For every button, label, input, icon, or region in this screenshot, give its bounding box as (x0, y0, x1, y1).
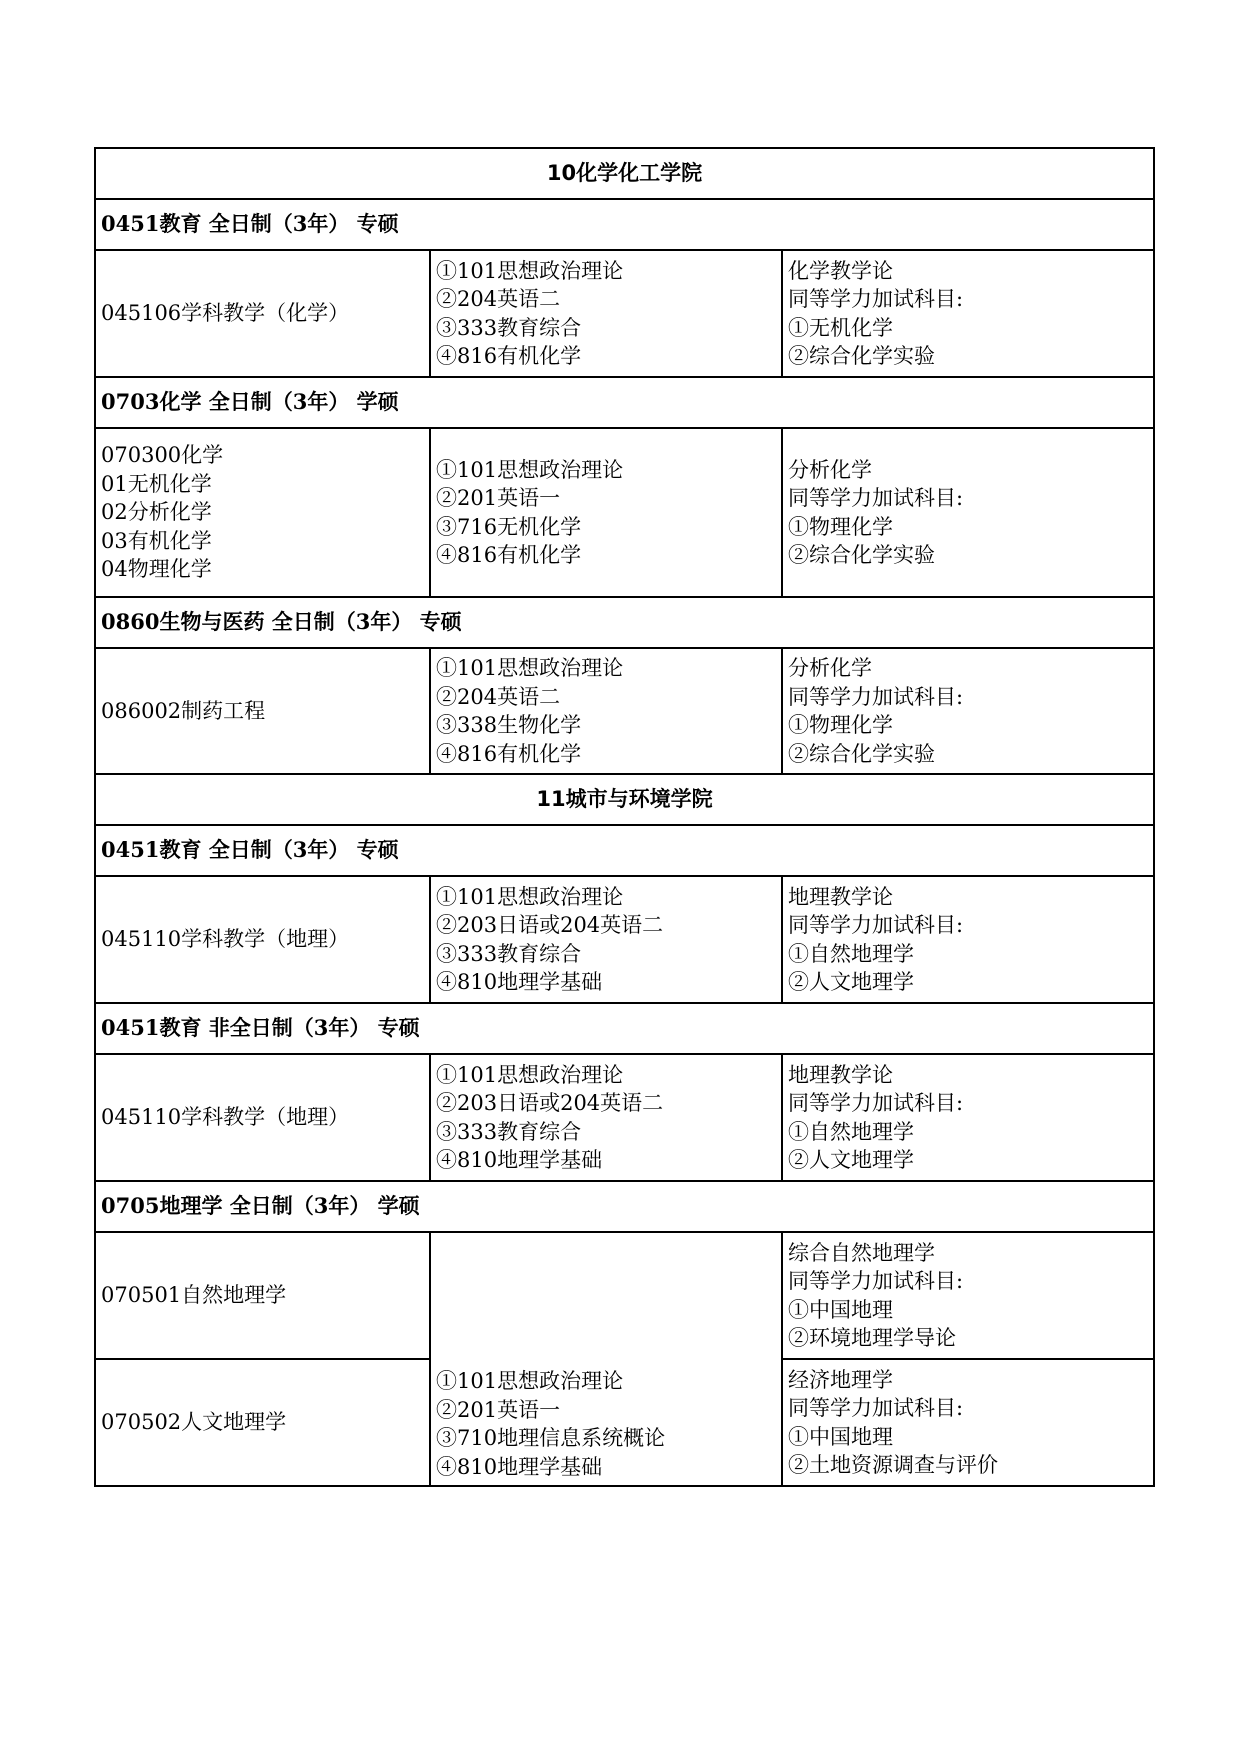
retest-line: 同等学力加试科目: (788, 1091, 964, 1115)
college-header-row (95, 774, 1154, 825)
exam-subjects-cell (430, 250, 782, 377)
retest-subjects-cell (782, 1054, 1154, 1181)
program-header-row (95, 825, 1154, 876)
retest-subjects-cell (782, 648, 1154, 774)
major-line: 070502人文地理学 (101, 1410, 287, 1435)
exam-subjects-cell (430, 1232, 782, 1359)
retest-line: 地理教学论 (788, 884, 893, 909)
program-header-row (95, 1003, 1154, 1054)
exam-line: ②203日语或204英语二 (436, 1091, 664, 1115)
program-heading: 0860生物与医药 全日制（3年） 专硕 (95, 597, 1154, 648)
major-line: 070501自然地理学 (101, 1283, 287, 1308)
retest-line: 同等学力加试科目: (788, 1269, 964, 1293)
program-heading: 0705地理学 全日制（3年） 学硕 (95, 1181, 1154, 1232)
retest-line: ①中国地理 (788, 1297, 893, 1322)
program-heading: 0703化学 全日制（3年） 学硕 (95, 377, 1154, 428)
table-row (95, 250, 1154, 377)
retest-line: ①物理化学 (788, 514, 893, 539)
exam-line: ④816有机化学 (436, 344, 582, 368)
retest-line: 综合自然地理学 (788, 1240, 935, 1265)
program-heading: 0451教育 非全日制（3年） 专硕 (95, 1003, 1154, 1054)
exam-line: ④810地理学基础 (436, 1454, 603, 1479)
table-row (95, 648, 1154, 774)
major-line: 070300化学 (101, 443, 224, 468)
exam-line: ④816有机化学 (436, 741, 582, 766)
exam-line: ③710地理信息系统概论 (436, 1426, 666, 1450)
retest-subjects-cell (782, 1232, 1154, 1359)
program-header-row (95, 1181, 1154, 1232)
program-header-row (95, 199, 1154, 250)
college-header-row (95, 148, 1154, 199)
major-cell (95, 1232, 430, 1359)
exam-line: ①101思想政治理论 (436, 258, 624, 283)
major-cell (95, 1054, 430, 1181)
retest-line: ①中国地理 (788, 1424, 893, 1449)
exam-line: ④810地理学基础 (436, 970, 603, 994)
retest-line: 同等学力加试科目: (788, 287, 964, 311)
major-line: 045110学科教学（地理） (101, 1105, 350, 1130)
exam-subjects-cell (430, 1054, 782, 1181)
retest-line: 同等学力加试科目: (788, 913, 964, 937)
program-header-row (95, 377, 1154, 428)
exam-line: ②204英语二 (436, 684, 561, 709)
table-row (95, 428, 1154, 597)
exam-subjects-cell (430, 876, 782, 1003)
retest-subjects-cell (782, 250, 1154, 377)
major-line: 01无机化学 (101, 471, 212, 496)
exam-line: ④816有机化学 (436, 543, 582, 567)
exam-line: ③333教育综合 (436, 315, 582, 340)
shared-exam-subjects-cell (430, 1359, 782, 1486)
exam-line: ③338生物化学 (436, 713, 582, 737)
exam-line: ③333教育综合 (436, 941, 582, 966)
exam-line: ②204英语二 (436, 287, 561, 311)
retest-line: 同等学力加试科目: (788, 1396, 964, 1420)
retest-line: ②综合化学实验 (788, 543, 935, 567)
retest-line: ②人文地理学 (788, 1148, 914, 1172)
exam-line: ①101思想政治理论 (436, 1369, 624, 1393)
exam-line: ①101思想政治理论 (436, 884, 624, 909)
retest-line: 同等学力加试科目: (788, 486, 964, 510)
retest-line: 同等学力加试科目: (788, 684, 964, 709)
exam-line: ②201英语一 (436, 486, 561, 510)
exam-line: ①101思想政治理论 (436, 1062, 624, 1087)
major-line: 086002制药工程 (101, 698, 266, 723)
exam-subjects-cell (430, 428, 782, 597)
retest-subjects-cell (782, 876, 1154, 1003)
retest-line: 分析化学 (788, 457, 872, 482)
retest-line: 分析化学 (788, 656, 872, 680)
major-cell (95, 876, 430, 1003)
major-line: 045106学科教学（化学） (101, 301, 350, 326)
table-row (95, 1054, 1154, 1181)
major-cell (95, 648, 430, 774)
program-heading: 0451教育 全日制（3年） 专硕 (95, 199, 1154, 250)
major-line: 02分析化学 (101, 500, 212, 525)
major-cell (95, 250, 430, 377)
exam-line: ①101思想政治理论 (436, 457, 624, 482)
retest-line: ①自然地理学 (788, 1119, 914, 1144)
major-cell (95, 428, 430, 597)
major-line: 04物理化学 (101, 557, 212, 582)
exam-line: ①101思想政治理论 (436, 656, 624, 680)
table-row (95, 1232, 1154, 1359)
retest-line: ②人文地理学 (788, 970, 914, 994)
retest-line: ②环境地理学导论 (788, 1326, 956, 1350)
program-heading: 0451教育 全日制（3年） 专硕 (95, 825, 1154, 876)
retest-subjects-cell (782, 428, 1154, 597)
retest-line: ①无机化学 (788, 315, 893, 340)
retest-line: ①自然地理学 (788, 941, 914, 966)
retest-line: 化学教学论 (788, 258, 893, 283)
college-title: 11城市与环境学院 (95, 774, 1154, 825)
major-line: 045110学科教学（地理） (101, 927, 350, 952)
table-row (95, 876, 1154, 1003)
exam-line: ②203日语或204英语二 (436, 913, 664, 937)
exam-line: ③716无机化学 (436, 514, 582, 539)
retest-line: ②综合化学实验 (788, 741, 935, 766)
table-row (95, 1359, 1154, 1486)
major-line: 03有机化学 (101, 528, 212, 553)
college-title: 10化学化工学院 (95, 148, 1154, 199)
major-cell (95, 1359, 430, 1486)
retest-line: 经济地理学 (788, 1367, 893, 1392)
retest-line: ②综合化学实验 (788, 344, 935, 368)
retest-line: 地理教学论 (788, 1062, 893, 1087)
exam-line: ③333教育综合 (436, 1119, 582, 1144)
retest-line: ①物理化学 (788, 713, 893, 737)
exam-subjects-cell (430, 648, 782, 774)
retest-subjects-cell (782, 1359, 1154, 1486)
program-header-row (95, 597, 1154, 648)
admissions-table (94, 147, 1155, 1487)
exam-line: ④810地理学基础 (436, 1148, 603, 1172)
exam-line: ②201英语一 (436, 1397, 561, 1422)
retest-line: ②土地资源调查与评价 (788, 1453, 998, 1477)
